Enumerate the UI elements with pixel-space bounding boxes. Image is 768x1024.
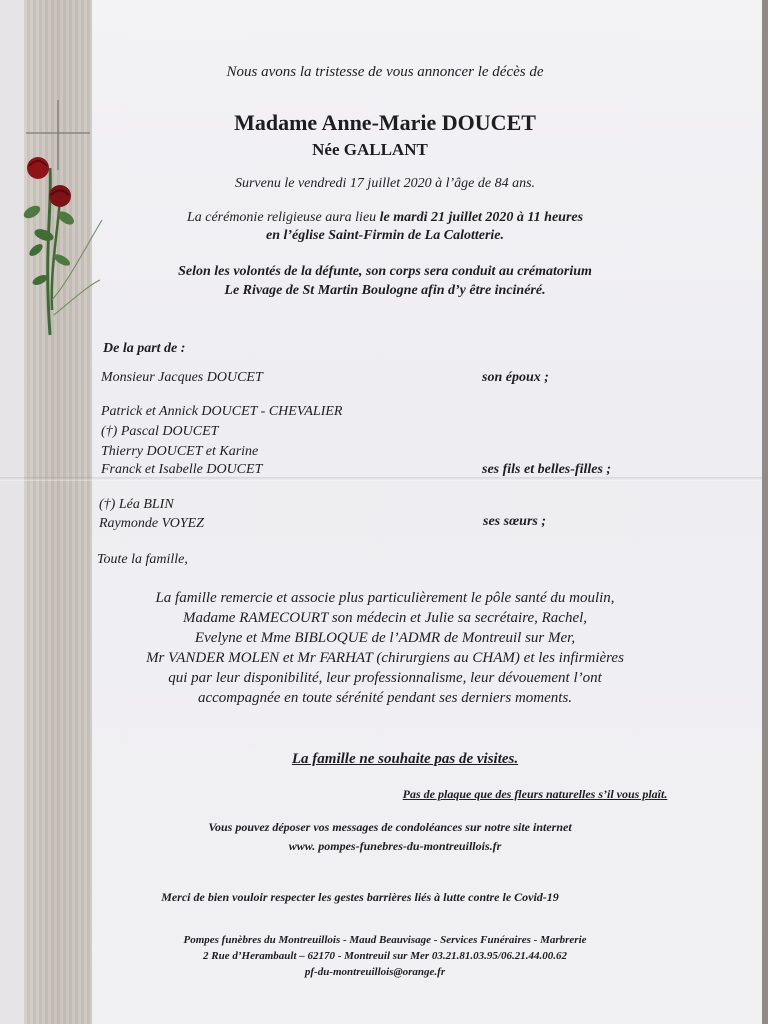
thanks-line: qui par leur disponibilité, leur professionnalisme, leur dévouement l’ont <box>168 670 602 686</box>
spouse-role: son époux ; <box>482 370 549 385</box>
ceremony-when: le mardi 21 juillet 2020 à 11 heures <box>379 210 584 225</box>
sister-name: (†) Léa BLIN <box>99 497 174 512</box>
flowers-notice: Pas de plaque que des fleurs naturelles s’il vous plaît. <box>402 787 668 801</box>
thanks-line: La famille remercie et associe plus particulièrement le pôle santé du moulin, <box>155 590 615 606</box>
footer-address: 2 Rue d’Herambault – 62170 - Montreuil sur Mer 03.21.81.03.95/06.21.44.00.62 <box>203 950 567 962</box>
spouse-name: Monsieur Jacques DOUCET <box>101 370 263 385</box>
child-name: Franck et Isabelle DOUCET <box>101 462 263 477</box>
children-role: ses fils et belles-filles ; <box>482 462 612 477</box>
no-visits-notice: La famille ne souhaite pas de visites. <box>291 751 519 767</box>
rose-and-cross-icon <box>14 100 110 340</box>
death-date: Survenu le vendredi 17 juillet 2020 à l’âge de 84 ans. <box>234 176 536 191</box>
child-name: Patrick et Annick DOUCET - CHEVALIER <box>101 404 343 419</box>
condolences-website: www. pompes-funebres-du-montreuillois.fr <box>288 839 502 853</box>
cremation-line-2: Le Rivage de St Martin Boulogne afin d’y être incinéré. <box>224 283 546 298</box>
sisters-role: ses sœurs ; <box>483 514 547 529</box>
ceremony-prefix: La cérémonie religieuse aura lieu <box>186 210 380 225</box>
thanks-line: Madame RAMECOURT son médecin et Julie sa secrétaire, Rachel, <box>182 610 588 626</box>
ceremony-where: en l’église Saint-Firmin de La Calotterie. <box>266 228 504 243</box>
thanks-line: accompagnée en toute sérénité pendant ses derniers moments. <box>197 690 573 706</box>
whole-family: Toute la famille, <box>97 552 188 567</box>
child-name: (†) Pascal DOUCET <box>101 424 219 439</box>
covid-notice: Merci de bien vouloir respecter les gestes barrières liés à lutte contre le Covid-19 <box>161 890 559 904</box>
thanks-line: Evelyne et Mme BIBLOQUE de l’ADMR de Montreuil sur Mer, <box>194 630 576 646</box>
footer-company: Pompes funèbres du Montreuillois - Maud Beauvisage - Services Funéraires - Marbrerie <box>183 934 587 946</box>
cremation-line-1: Selon les volontés de la défunte, son corps sera conduit au crématorium <box>178 264 592 279</box>
intro-text: Nous avons la tristesse de vous annoncer le décès de <box>226 64 544 80</box>
deceased-name: Madame Anne-Marie DOUCET <box>234 110 536 135</box>
maiden-name: Née GALLANT <box>312 140 428 159</box>
footer-email: pf-du-montreuillois@orange.fr <box>304 966 446 978</box>
de-la-part-heading: De la part de : <box>103 341 186 356</box>
sister-name: Raymonde VOYEZ <box>99 516 204 531</box>
thanks-line: Mr VANDER MOLEN et Mr FARHAT (chirurgiens au CHAM) et les infirmières <box>146 650 624 666</box>
condolences-line: Vous pouvez déposer vos messages de condoléances sur notre site internet <box>208 820 572 834</box>
child-name: Thierry DOUCET et Karine <box>101 444 259 459</box>
ceremony-line <box>150 210 620 226</box>
